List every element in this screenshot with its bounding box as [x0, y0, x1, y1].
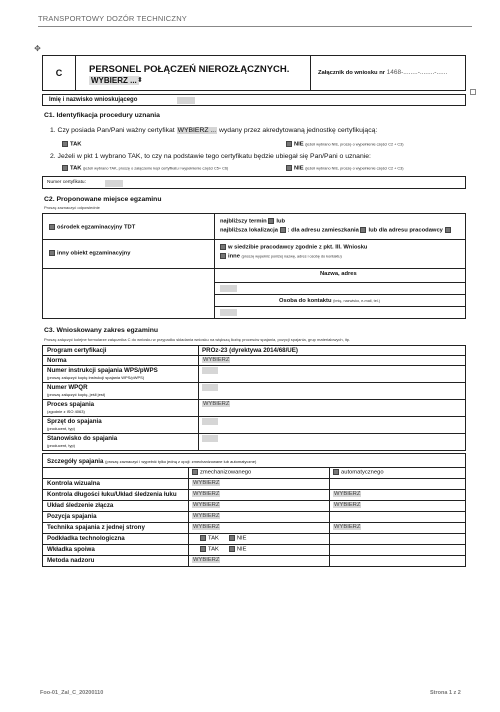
mechanized-checkbox[interactable]	[192, 469, 198, 475]
no-checkbox[interactable]	[229, 535, 235, 541]
details-label-text: Metoda nadzoru	[47, 557, 95, 564]
nearest-location-option[interactable]	[220, 227, 453, 234]
home-address-checkbox[interactable]	[360, 227, 366, 233]
move-handle-icon[interactable]: ✥	[34, 44, 41, 53]
yes-checkbox[interactable]	[200, 546, 206, 552]
employer-address-checkbox[interactable]	[445, 227, 451, 233]
nearest-term-label: najbliższy termin	[220, 218, 267, 225]
no-label: NIE	[236, 546, 247, 553]
automatic-cell-empty	[330, 545, 466, 556]
automatic-checkbox[interactable]	[333, 469, 339, 475]
scope-row-label	[43, 383, 199, 400]
spinner-icon[interactable]: ⬍	[137, 77, 143, 84]
details-row-label	[43, 490, 189, 501]
title-box	[42, 55, 466, 91]
scope-row-label	[43, 434, 199, 451]
q1-no-option[interactable]	[286, 141, 404, 148]
header-divider	[38, 26, 472, 27]
scope-label-sub: (producent, typ)	[47, 443, 76, 448]
scope-row-value[interactable]	[199, 366, 466, 383]
scope-label-text: Sprzęt do spajania	[47, 418, 102, 425]
q1-no-checkbox[interactable]	[286, 141, 292, 147]
scope-label-text: Program certyfikacji	[47, 347, 107, 354]
details-row-label	[43, 556, 189, 567]
form-title: PERSONEL POŁĄCZEŃ NIEROZŁĄCZNYCH.	[89, 64, 290, 75]
scope-row-label	[43, 400, 199, 417]
scope-row	[43, 417, 466, 434]
location-row-divider-2	[43, 268, 465, 269]
nearest-location-checkbox[interactable]	[280, 227, 286, 233]
organization-header: TRANSPORTOWY DOZÓR TECHNICZNY	[38, 14, 188, 23]
q1-select[interactable]: WYBIERZ ...	[177, 127, 217, 134]
employer-seat-option[interactable]	[220, 244, 367, 251]
attachment-number	[318, 69, 447, 76]
details-label-text: Układ śledzenie złącza	[47, 502, 114, 509]
scope-row-label	[43, 366, 199, 383]
select-field[interactable]: WYBIERZ	[334, 502, 361, 508]
select-field[interactable]: WYBIERZ	[193, 491, 220, 497]
scope-label-text: Numer instrukcji spajania WPS/pWPS	[47, 367, 158, 374]
scope-row	[43, 400, 466, 417]
automatic-label: automatycznego	[341, 469, 384, 476]
contact-field[interactable]	[220, 309, 237, 316]
scope-label-text: Stanowisko do spajania	[47, 435, 118, 442]
select-field[interactable]: WYBIERZ	[193, 502, 220, 508]
footer-page: Strona 1 z 2	[430, 690, 461, 696]
yes-checkbox[interactable]	[200, 535, 206, 541]
select-field[interactable]: WYBIERZ	[193, 557, 220, 563]
automatic-cell[interactable]	[330, 490, 466, 501]
scope-label-sub: (producent, typ)	[47, 426, 76, 431]
automatic-cell-empty	[330, 556, 466, 567]
q1-suffix: wydany przez akredytowaną jednostkę certyfikującą:	[218, 127, 378, 134]
q2-no-checkbox[interactable]	[286, 165, 292, 171]
details-row	[43, 501, 466, 512]
details-row	[43, 490, 466, 501]
term-or: lub	[276, 218, 286, 225]
details-row	[43, 523, 466, 534]
mechanized-label: zmechanizowanego	[200, 469, 252, 476]
corner-marker	[470, 89, 476, 95]
other-facility-label: inny obiekt egzaminacyjny	[57, 250, 131, 257]
location-row-divider-5	[214, 306, 465, 307]
automatic-header[interactable]	[330, 468, 466, 479]
q2-no-option[interactable]	[286, 165, 404, 172]
q1-no-note: (jeżeli wybrano NIE, proszę o wypełnienie części C2 + C3)	[305, 142, 404, 147]
c2-heading: C2. Proponowane miejsce egzaminu	[44, 196, 162, 203]
details-note: (proszę zaznaczyć i wypełnić tylko jedną z opcji: zmechanizowane lub automatyczne)	[105, 459, 257, 464]
details-label: Szczegóły spajania	[47, 458, 104, 465]
details-row	[43, 534, 466, 545]
select-field[interactable]: WYBIERZ	[193, 480, 220, 486]
scope-label-sub: (proszę załączyć kopię, jeśli jest)	[47, 392, 106, 397]
select-field[interactable]: WYBIERZ	[193, 513, 220, 519]
other-location-note: (proszę wypełnić poniżej nazwę, adres i osobę do kontaktu)	[241, 254, 342, 259]
location-row-divider-1	[43, 239, 465, 240]
title-select[interactable]: WYBIERZ ...	[91, 76, 137, 85]
scope-row-value[interactable]	[199, 356, 466, 366]
text-field[interactable]	[202, 384, 218, 391]
yes-no-cell[interactable]	[189, 534, 330, 545]
location-row-divider-3	[214, 282, 465, 283]
title-divider	[310, 56, 311, 90]
contact-label: Osoba do kontaktu	[279, 298, 332, 304]
details-label-text: Wkładka spoiwa	[47, 546, 95, 553]
scope-row-label	[43, 417, 199, 434]
scope-label-text: Proces spajania	[47, 401, 95, 408]
contact-note: (imię, nazwisko, e-mail, tel.)	[333, 299, 380, 303]
location-col-divider	[214, 214, 215, 318]
mechanized-cell[interactable]	[189, 490, 330, 501]
details-label-text: Kontrola długości łuku/Układ śledzenia łuku	[47, 491, 177, 498]
automatic-cell[interactable]	[330, 523, 466, 534]
yes-label: TAK	[208, 535, 219, 542]
other-location-checkbox[interactable]	[220, 253, 226, 259]
details-row	[43, 479, 466, 490]
scope-row-label	[43, 346, 199, 356]
applicant-name-label: Imię i nazwisko wnioskującego	[49, 97, 138, 103]
scope-row-value[interactable]	[199, 434, 466, 451]
c1-question-2: 2. Jeżeli w pkt 1 wybrano TAK, to czy na podstawie tego certyfikatu będzie ubiegał się Pan/Pani o uznanie:	[50, 153, 371, 160]
q2-yes-note: (jeżeli wybrano TAK, proszę o załączenie kopi certyfikatu i wypełnienie części C5+ C6)	[83, 166, 229, 171]
footer-doc-id: Foo-01_Zal_C_20200110	[40, 690, 104, 696]
location-row-divider-4	[214, 294, 465, 295]
scope-row-value[interactable]	[199, 417, 466, 434]
q1-no-label: NIE	[294, 141, 304, 148]
attachment-label: Załącznik do wniosku nr	[318, 70, 385, 76]
c1-heading: C1. Identyfikacja procedury uznania	[44, 112, 160, 119]
yes-no-cell[interactable]	[189, 545, 330, 556]
employer-seat-label: w siedzibie pracodawcy zgodnie z pkt. III. Wniosku	[228, 244, 368, 251]
employer-seat-checkbox[interactable]	[220, 244, 226, 250]
automatic-cell-empty	[330, 479, 466, 490]
automatic-cell[interactable]	[330, 501, 466, 512]
mechanized-cell[interactable]	[189, 479, 330, 490]
nearest-term-checkbox[interactable]	[268, 218, 274, 224]
scope-row	[43, 434, 466, 451]
q2-yes-option[interactable]	[62, 165, 228, 172]
certification-program: PROz-23 (dyrektywa 2014/68/UE)	[202, 347, 298, 354]
scope-row	[43, 383, 466, 400]
q2-yes-checkbox[interactable]	[62, 165, 68, 171]
welding-details-table	[42, 453, 466, 567]
q1-prefix: 1. Czy posiada Pan/Pani ważny certyfikat	[50, 127, 175, 134]
scope-label-sub: (zgodnie z ISO 4063)	[47, 409, 85, 414]
scope-row	[43, 356, 466, 366]
address-label: Nazwa, adres	[320, 271, 357, 277]
scope-row	[43, 346, 466, 356]
other-facility-checkbox[interactable]	[49, 250, 55, 256]
scope-row-value[interactable]	[199, 383, 466, 400]
scope-label-text: Numer WPQR	[47, 384, 88, 391]
no-label: NIE	[236, 535, 247, 542]
nearest-term-option[interactable]	[220, 218, 285, 225]
nearest-location-label: najbliższa lokalizacja	[220, 227, 278, 234]
select-field[interactable]: WYBIERZ	[334, 491, 361, 497]
details-label-text: Pozycja spajania	[47, 513, 97, 520]
automatic-cell-empty	[330, 534, 466, 545]
q2-no-note: (jeżeli wybrano NIE, proszę o wypełnienie części C2 + C3)	[305, 166, 404, 171]
details-header-row	[43, 454, 466, 468]
mechanized-cell[interactable]	[189, 512, 330, 523]
details-row-label	[43, 545, 189, 556]
select-field[interactable]: WYBIERZ	[203, 401, 230, 407]
applicant-name-field[interactable]	[177, 97, 195, 104]
q2-yes-label: TAK	[70, 165, 82, 172]
other-location-label: inne	[228, 253, 240, 260]
details-label-text: Kontrola wizualna	[47, 480, 100, 487]
c3-heading: C3. Wnioskowany zakres egzaminu	[44, 327, 159, 334]
q1-yes-checkbox[interactable]	[62, 141, 68, 147]
c2-note: Proszę zaznaczyć odpowiednie	[44, 205, 100, 210]
automatic-cell-empty	[330, 512, 466, 523]
q1-yes-label: TAK	[70, 141, 82, 148]
yes-label: TAK	[208, 546, 219, 553]
select-field[interactable]: WYBIERZ	[334, 524, 361, 530]
details-columns-row	[43, 468, 466, 479]
scope-row-value[interactable]	[199, 346, 466, 356]
scope-row-label	[43, 356, 199, 366]
details-row-label	[43, 512, 189, 523]
select-field[interactable]: WYBIERZ	[193, 524, 220, 530]
scope-row	[43, 366, 466, 383]
contact-label-group	[279, 298, 380, 304]
details-label-text: Podkładka technologiczna	[47, 535, 125, 542]
exam-scope-table	[42, 345, 466, 451]
scope-row-value[interactable]	[199, 400, 466, 417]
home-address-label: : dla adresu zamieszkania	[287, 227, 359, 234]
tdt-center-checkbox[interactable]	[49, 224, 55, 230]
certificate-number-label: Numer certyfikatu:	[47, 180, 86, 185]
text-field[interactable]	[202, 367, 218, 374]
mechanized-cell[interactable]	[189, 556, 330, 567]
other-location-option[interactable]	[220, 253, 342, 260]
tdt-center-label: ośrodek egzaminacyjny TDT	[57, 224, 136, 231]
details-row-label	[43, 523, 189, 534]
c1-question-1	[50, 127, 377, 134]
mechanized-cell[interactable]	[189, 523, 330, 534]
no-checkbox[interactable]	[229, 546, 235, 552]
certificate-number-field[interactable]	[105, 180, 123, 187]
details-row	[43, 545, 466, 556]
details-row	[43, 512, 466, 523]
scope-label-text: Norma	[47, 357, 67, 364]
exam-location-box	[42, 213, 466, 319]
q2-no-label: NIE	[294, 165, 304, 172]
text-field[interactable]	[202, 418, 218, 425]
attachment-value[interactable]: 1468-........-........-......	[386, 69, 448, 76]
details-title-cell	[43, 454, 466, 468]
mechanized-cell[interactable]	[189, 501, 330, 512]
employer-address-label: lub dla adresu pracodawcy	[368, 227, 443, 234]
details-row-label	[43, 501, 189, 512]
details-label-text: Technika spajania z jednej strony	[47, 524, 145, 531]
c3-note: Proszę załączyć kolejne formularze załącznika C do wniosku w przypadku składania wniosku na większą liczbę procesów spajania, pozycji spajania, grup materiałowych, itp.	[44, 337, 351, 342]
option-other-facility[interactable]	[49, 250, 130, 257]
select-field[interactable]: WYBIERZ	[203, 357, 230, 363]
option-tdt-center[interactable]	[49, 224, 135, 231]
section-letter: C	[43, 56, 76, 90]
q1-yes-option[interactable]	[62, 141, 81, 148]
details-row-label	[43, 534, 189, 545]
certificate-number-row	[42, 176, 466, 189]
details-blank-cell	[43, 468, 189, 479]
details-row-label	[43, 479, 189, 490]
text-field[interactable]	[202, 435, 218, 442]
applicant-name-row	[42, 94, 466, 106]
scope-label-sub: (proszę załączyć kopię instrukcji spajania WPS/pWPS)	[47, 375, 145, 380]
details-row	[43, 556, 466, 567]
address-field[interactable]	[220, 285, 237, 292]
mechanized-header[interactable]	[189, 468, 330, 479]
